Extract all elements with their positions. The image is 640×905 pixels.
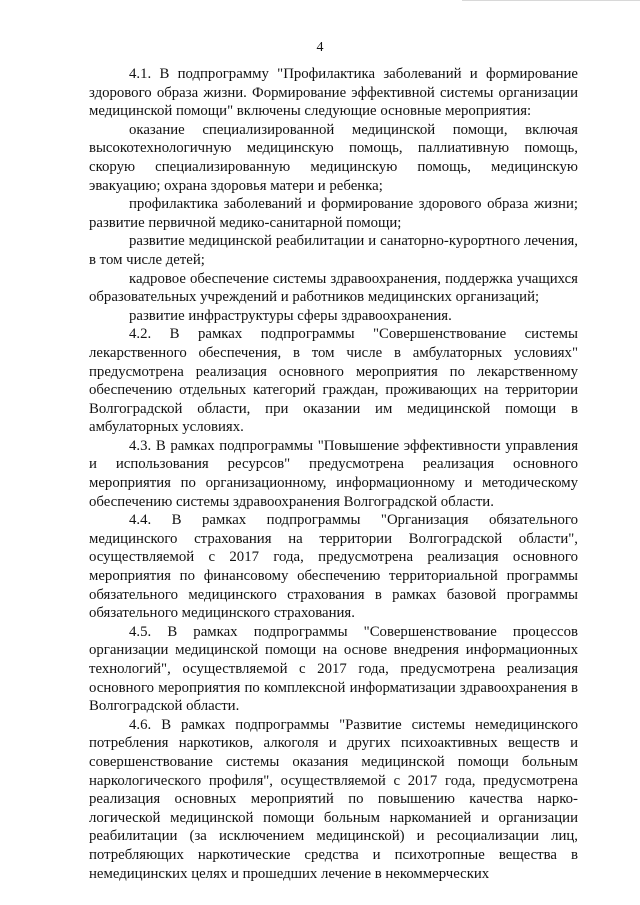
paragraph-4-3: 4.3. В рамках подпрограммы "Повышение эффективности управления и использования ресурсов" предусмотрена реализация основного мероприятия по организационному, информационному и методическому обеспечению системы здравоохранения Волгоградской области. [89,437,578,510]
paragraph-list-item-specialized-care: оказание специализированной медицинской помощи, включая высокотехнологичную медицинскую помощь, паллиативную помощь, скорую специализированную медицинскую помощь, медицинскую эвакуацию; охрана здоровья матери и ребенка; [89,121,578,194]
paragraph-list-item-prevention: профилактика заболеваний и формирование здорового образа жизни; развитие первичной медико-санитарной помощи; [89,196,578,231]
paragraph-4-6: 4.6. В рамках подпрограммы "Развитие системы немедицинского потребления наркотиков, алкоголя и других психоактивных веществ и совершенствование системы оказания медицинской помощи больным наркологического профиля", осуществляемой с 2017 года, предусмотрена реализация основных мероприятий по повышению качества нарко-логической медицинской помощи больным наркоманией и организации реабилитации (за исключением медицинской) и ресоциализации лиц, потребляющих наркотические средства и психотропные вещества в немедицинских целях и прошедших лечение в некоммерческих [89,716,578,882]
paragraph-4-2: 4.2. В рамках подпрограммы "Совершенствование системы лекарственного обеспечения, в том числе в амбулаторных условиях" предусмотрена реализация основного мероприятия по лекарственному обеспечению отдельных категорий граждан, проживающих на территории Волгоградской области, при оказании им медицинской помощи в амбулаторных условиях. [89,326,578,436]
paragraph-4-4: 4.4. В рамках подпрограммы "Организация обязательного медицинского страхования на территории Волгоградской области", осуществляемой с 2017 года, предусмотрена реализация основного мероприятия по финансовому обеспечению территориальной программы обязательного медицинского страхования в рамках базовой программы обязательного медицинского страхования. [89,512,578,622]
top-edge-rule [462,0,640,1]
document-body [89,65,578,883]
page-number: 4 [316,40,324,55]
paragraph-list-item-infrastructure: развитие инфраструктуры сферы здравоохранения. [129,307,452,324]
paragraph-4-5: 4.5. В рамках подпрограммы "Совершенствование процессов организации медицинской помощи на основе внедрения информационных технологий", осуществляемой с 2017 года, предусмотрена реализация основного мероприятия по комплексной информатизации здравоохранения в Волгоградской области. [89,623,578,715]
paragraph-list-item-rehabilitation: развитие медицинской реабилитации и санаторно-курортного лечения, в том числе детей; [89,233,578,268]
paragraph-4-1: 4.1. В подпрограмму "Профилактика заболеваний и формирование здорового образа жизни. Формирование эффективной системы организации медицинской помощи" включены следующие основные мероприятия: [89,66,578,120]
paragraph-list-item-staffing: кадровое обеспечение системы здравоохранения, поддержка учащихся образовательных учреждений и работников медицинских организаций; [89,270,578,306]
